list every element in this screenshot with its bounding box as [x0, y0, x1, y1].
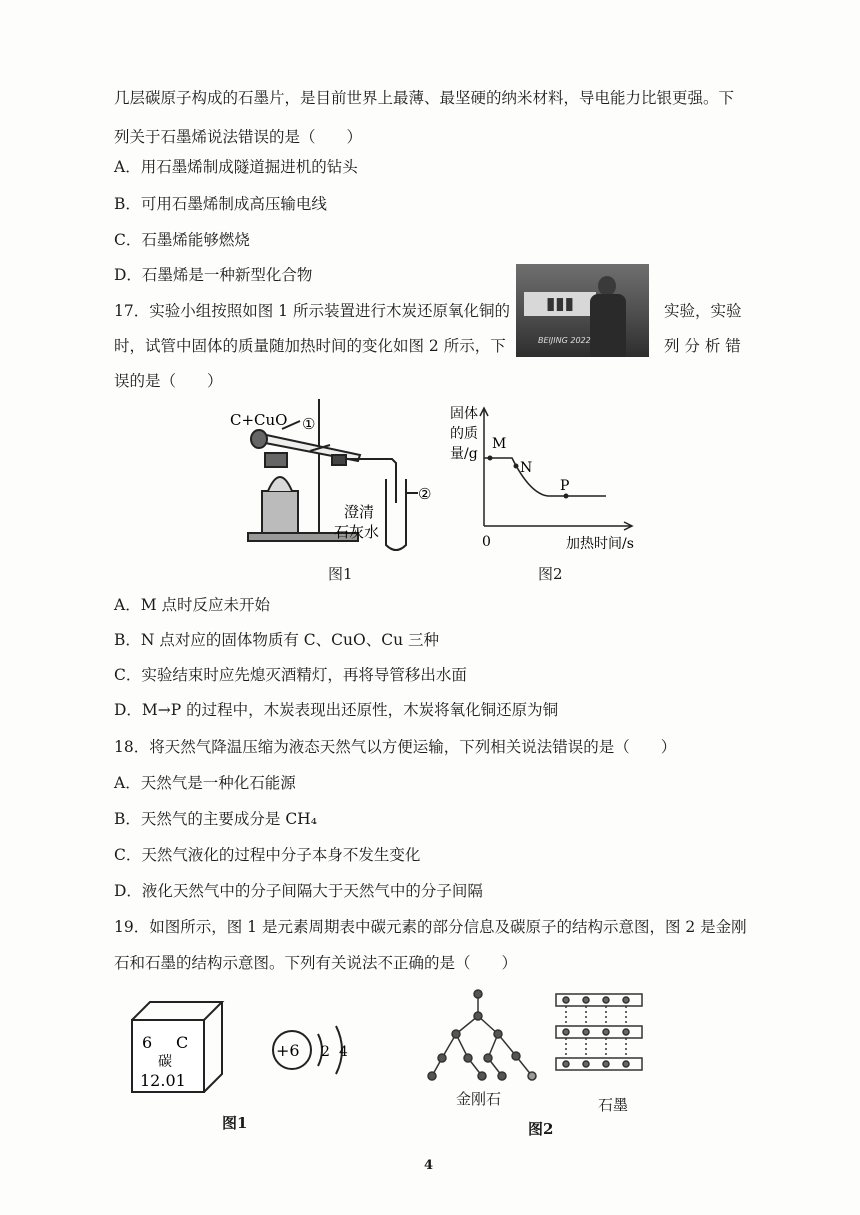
mass-curve: [484, 458, 606, 496]
element-cell-side: [204, 1002, 222, 1092]
photo-person-body: [590, 294, 626, 357]
photo-banner: ▮▮▮: [524, 292, 596, 316]
q17-stem-line2-right: 列 分 析 错: [664, 337, 741, 355]
q16-option-d: D．石墨烯是一种新型化合物: [114, 266, 313, 284]
diamond-label: 金刚石: [456, 1090, 502, 1108]
y-label-line1: 固体: [450, 406, 478, 422]
q17-stem-line1-right: 实验，实验: [664, 302, 742, 320]
alcohol-lamp-body: [262, 491, 298, 533]
element-symbol: C: [176, 1033, 189, 1052]
solution-label-line1: 澄清: [344, 503, 375, 521]
q19-figure1-caption: 图1: [222, 1114, 248, 1132]
q17-option-a: A．M 点时反应未开始: [114, 596, 270, 614]
q17-stem-line2-left: 时，试管中固体的质量随加热时间的变化如图 2 所示，下: [114, 337, 506, 355]
origin-label: 0: [482, 534, 491, 550]
point-p: [564, 494, 569, 499]
reagent-label: C+CuO: [230, 411, 288, 429]
q18-option-c: C．天然气液化的过程中分子本身不发生变化: [114, 846, 421, 864]
q19-stem-line1: 19．如图所示，图 1 是元素周期表中碳元素的部分信息及碳原子的结构示意图，图 2 是金刚: [114, 918, 747, 936]
carbon-structures-diagram: [426, 986, 656, 1086]
q16-option-b: B．可用石墨烯制成高压输电线: [114, 195, 327, 213]
q17-option-c: C．实验结束时应先熄灭酒精灯，再将导管移出水面: [114, 666, 467, 684]
mark-1: ①: [302, 415, 316, 433]
q19-figure2-caption: 图2: [528, 1120, 554, 1138]
olympic-photo: [516, 264, 649, 357]
photo-caption: BEIJING 2022: [538, 336, 591, 345]
y-label-line3: 量/g: [450, 446, 478, 462]
q18-option-b: B．天然气的主要成分是 CH₄: [114, 810, 317, 828]
stopper: [332, 455, 346, 465]
x-label: 加热时间/s: [566, 536, 634, 552]
mass-time-graph: [446, 400, 646, 555]
mark-2: ②: [418, 485, 432, 503]
atomic-number: 6: [142, 1033, 153, 1052]
page-number: 4: [424, 1158, 434, 1173]
q16-stem-line1: 几层碳原子构成的石墨片，是目前世界上最薄、最坚硬的纳米材料，导电能力比银更强。下: [114, 89, 735, 107]
label-p: P: [560, 478, 570, 494]
q17-stem-line3: 误的是（ ）: [114, 372, 223, 390]
lamp-wick: [265, 453, 287, 467]
shell2-electrons: 4: [339, 1044, 348, 1060]
atomic-mass: 12.01: [140, 1071, 186, 1090]
nucleus-charge: +6: [276, 1041, 300, 1060]
q17-figure1-caption: 图1: [328, 565, 353, 583]
q18-option-a: A．天然气是一种化石能源: [114, 774, 296, 792]
q18-stem: 18．将天然气降温压缩为液态天然气以方便运输，下列相关说法错误的是（ ）: [114, 738, 677, 756]
label-n: N: [520, 460, 533, 476]
q17-option-d: D．M→P 的过程中，木炭表现出还原性，木炭将氧化铜还原为铜: [114, 701, 559, 719]
alcohol-lamp-neck: [268, 477, 292, 491]
q17-option-b: B．N 点对应的固体物质有 C、CuO、Cu 三种: [114, 631, 439, 649]
graphite-label: 石墨: [598, 1096, 629, 1114]
q16-option-c: C．石墨烯能够燃烧: [114, 231, 250, 249]
point-n: [514, 464, 519, 469]
y-label-line2: 的质: [450, 426, 478, 442]
q17-stem-line1-left: 17．实验小组按照如图 1 所示装置进行木炭还原氧化铜的: [114, 302, 510, 320]
apparatus-diagram: [210, 395, 440, 555]
q19-stem-line2: 石和石墨的结构示意图。下列有关说法不正确的是（ ）: [114, 954, 518, 972]
solution-label-line2: 石灰水: [334, 523, 380, 541]
diamond-structure: [428, 990, 536, 1080]
element-cell-top: [132, 1002, 222, 1020]
graphite-structure: [556, 994, 642, 1070]
delivery-tube: [346, 459, 396, 503]
carbon-info-diagram: [126, 996, 366, 1102]
reagent-mass: [251, 430, 267, 448]
label-m: M: [492, 436, 507, 452]
q16-stem-line2: 列关于石墨烯说法错误的是（ ）: [114, 128, 363, 146]
shell1-electrons: 2: [321, 1044, 330, 1060]
q16-option-a: A．用石墨烯制成隧道掘进机的钻头: [114, 158, 358, 176]
point-m: [488, 456, 493, 461]
photo-person-head: [598, 276, 616, 296]
q18-option-d: D．液化天然气中的分子间隔大于天然气中的分子间隔: [114, 882, 483, 900]
q17-figure2-caption: 图2: [538, 565, 563, 583]
element-name: 碳: [158, 1054, 172, 1070]
